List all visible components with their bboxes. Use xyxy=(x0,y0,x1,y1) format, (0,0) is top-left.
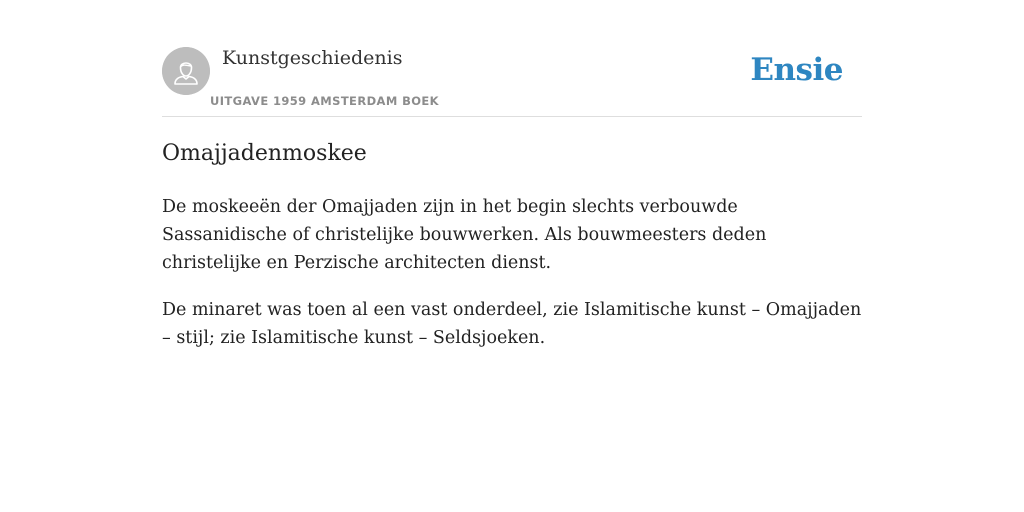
article-paragraph: De minaret was toen al een vast onderdeel, zie Islamitische kunst – Omajjaden – stijl; zie Islamitische kunst – Seldsjoeken. xyxy=(162,300,862,348)
article xyxy=(162,138,862,371)
user-silhouette-icon xyxy=(162,47,210,95)
page-header xyxy=(162,40,862,117)
avatar[interactable] xyxy=(162,47,210,95)
source-label: UITGAVE 1959 AMSTERDAM BOEK xyxy=(210,94,439,108)
ensie-logo[interactable]: Ensie xyxy=(750,52,843,88)
author-name[interactable]: Kunstgeschiedenis xyxy=(222,47,403,69)
article-title: Omajjadenmoskee xyxy=(162,141,367,166)
article-paragraph: De moskeeën der Omajjaden zijn in het begin slechts verbouwde Sassanidische of christelijke bouwwerken. Als bouwmeesters deden christelijke en Perzische architecten dienst. xyxy=(162,197,767,273)
